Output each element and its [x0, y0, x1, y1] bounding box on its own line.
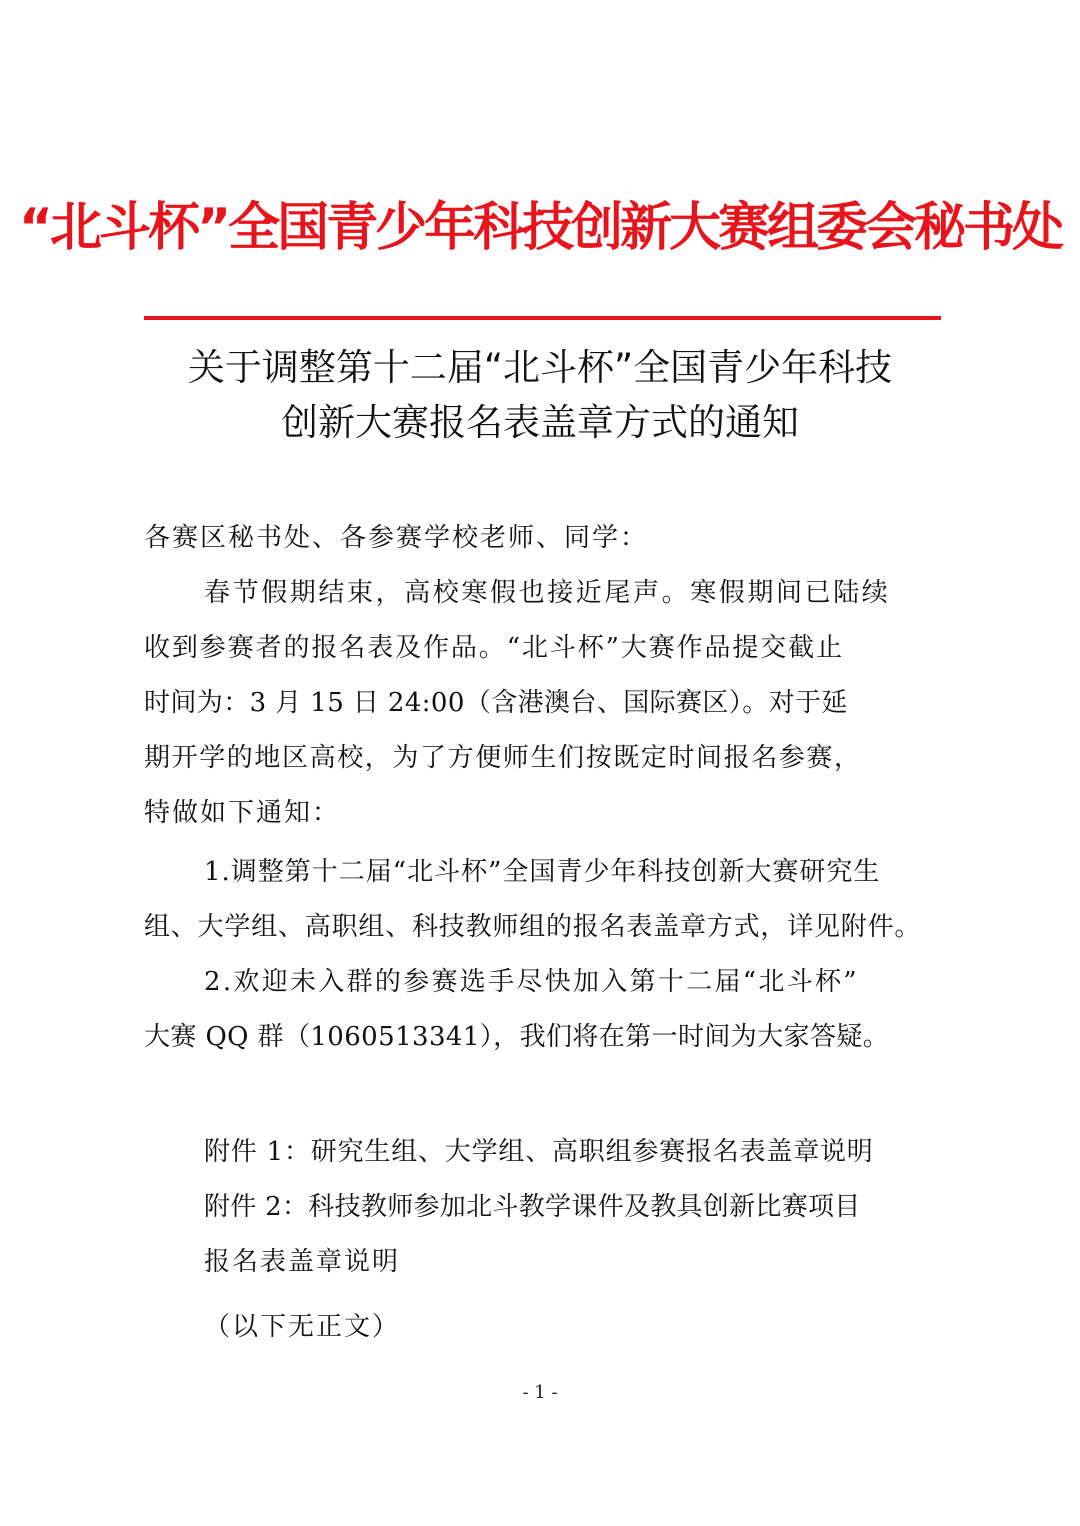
paragraph-1-line-1: 春节假期结束，高校寒假也接近尾声。寒假期间已陆续	[204, 578, 891, 608]
attachment-2-line-2: 报名表盖章说明	[204, 1247, 401, 1277]
document-title-line-2: 创新大赛报名表盖章方式的通知	[281, 401, 799, 444]
item-2-line-2: 大赛 QQ 群（1060513341），我们将在第一时间为大家答疑。	[144, 1022, 890, 1052]
page-number: - 1 -	[522, 1382, 558, 1403]
paragraph-1-line-3: 时间为：3 月 15 日 24:00（含港澳台、国际赛区）。对于延	[144, 688, 848, 718]
end-note: （以下无正文）	[204, 1312, 401, 1342]
item-1-line-1: 1.调整第十二届“北斗杯”全国青少年科技创新大赛研究生	[204, 857, 881, 887]
header-divider	[144, 316, 941, 320]
salutation: 各赛区秘书处、各参赛学校老师、同学：	[144, 523, 649, 553]
organization-header: “北斗杯”全国青少年科技创新大赛组委会秘书处	[18, 198, 1062, 258]
document-title-line-1: 关于调整第十二届“北斗杯”全国青少年科技	[187, 346, 893, 389]
paragraph-1-line-5: 特做如下通知：	[144, 798, 341, 828]
paragraph-1-line-2: 收到参赛者的报名表及作品。“北斗杯”大赛作品提交截止	[144, 633, 844, 663]
attachment-1: 附件 1：研究生组、大学组、高职组参赛报名表盖章说明	[204, 1137, 874, 1167]
paragraph-1-line-4: 期开学的地区高校，为了方便师生们按既定时间报名参赛，	[144, 743, 862, 773]
item-1-line-2: 组、大学组、高职组、科技教师组的报名表盖章方式，详见附件。	[144, 912, 922, 942]
attachment-2-line-1: 附件 2：科技教师参加北斗教学课件及教具创新比赛项目	[204, 1192, 861, 1222]
item-2-line-1: 2.欢迎未入群的参赛选手尽快加入第十二届“北斗杯”	[204, 967, 859, 997]
